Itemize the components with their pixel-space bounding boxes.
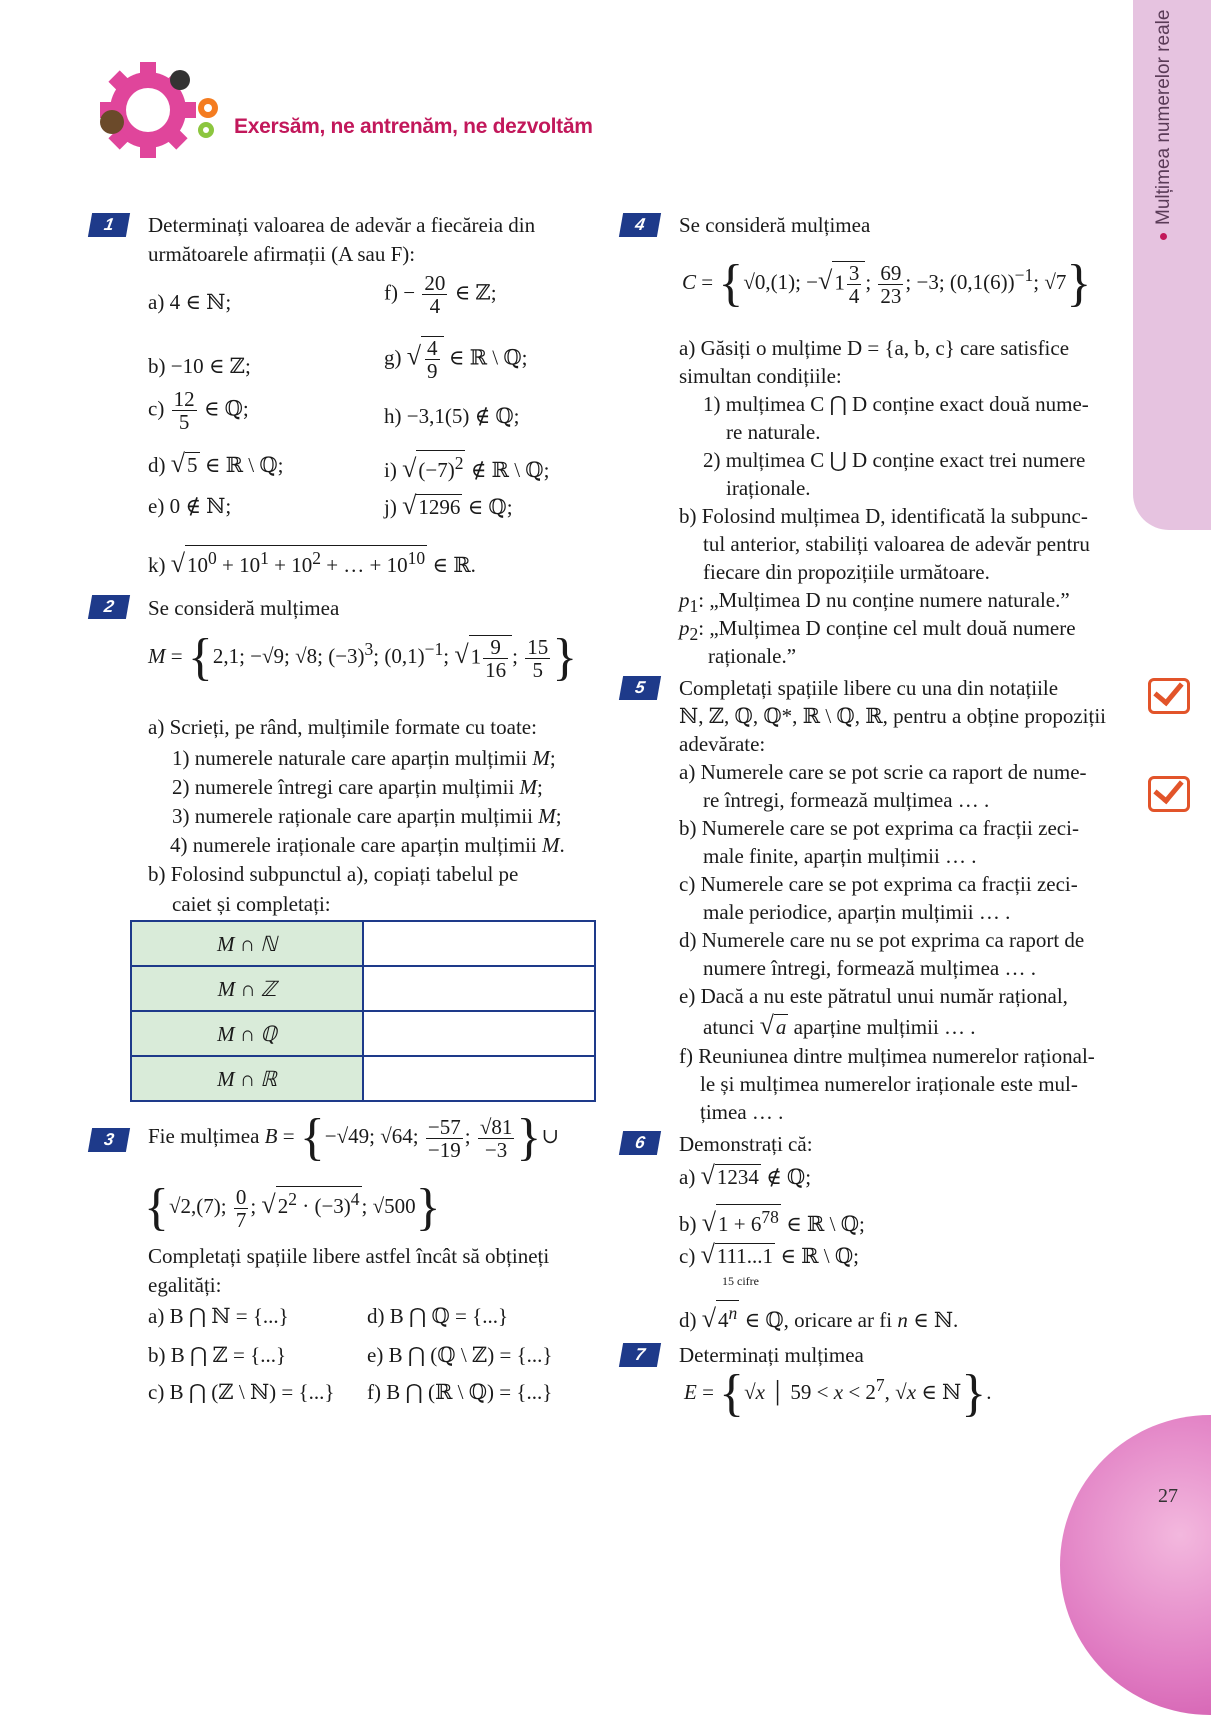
ex3-item-a: a) B ⋂ ℕ = {...} — [148, 1304, 289, 1328]
bullet-icon — [1160, 233, 1167, 240]
exercise-number-badge: 1 — [88, 213, 130, 237]
ex6-item-c-note: 15 cifre — [722, 1274, 759, 1288]
ex6-item-b: b) $√1 + 6^{78}$ ∈ ℝ \ ℚ; — [679, 1204, 865, 1238]
ex3-item-b: b) B ⋂ ℤ = {...} — [148, 1343, 287, 1367]
table-cell-label: M ∩ ℝ — [131, 1056, 363, 1101]
ex4-a-line2: simultan condițiile: — [679, 364, 842, 388]
ex6-item-a: a) √1234 ∉ ℚ; — [679, 1161, 812, 1190]
table-row — [131, 921, 595, 966]
table-cell-label: M ∩ ℤ — [131, 966, 363, 1011]
ex2-a4: 4) numerele iraționale care aparțin mulțimii M. — [170, 833, 565, 857]
ex4-p2-line1: $p_2$: „Mulțimea D conține cel mult două numere — [679, 616, 1076, 645]
ex7-set-E: E = {√x │ $59 < x < 2^7$, √x ∈ ℕ}. — [684, 1365, 992, 1422]
exercise-number-badge: 2 — [88, 595, 130, 619]
ex1-item-k: k) $√10^0 + 10^1 + 10^2$ + … + $10^{10}$ ∈ ℝ. — [148, 545, 476, 579]
exercise-number-badge: 3 — [88, 1128, 130, 1152]
ex3-set-B: Fie mulțimea B = {−√49; √64; $\frac{-57}{-19}$ ; $\frac{√81}{-3}$ }∪ — [148, 1109, 559, 1166]
ex7-prompt: Determinați mulțimea — [679, 1343, 864, 1367]
exercise-number-badge: 4 — [619, 213, 661, 237]
ex2-a3: 3) numerele raționale care aparțin mulțimii M; — [172, 804, 562, 828]
table-cell-empty — [363, 1011, 595, 1056]
ex3-item-f: f) B ⋂ (ℝ \ ℚ) = {...} — [367, 1380, 553, 1404]
ex5-a-line1: a) Numerele care se pot scrie ca raport de nume- — [679, 760, 1087, 784]
ex3-item-e: e) B ⋂ (ℚ \ ℤ) = {...} — [367, 1343, 553, 1367]
ex4-p1: $p_1$: „Mulțimea D nu conține numere naturale.” — [679, 588, 1070, 617]
checkmark-icon — [1148, 678, 1190, 714]
ex2-b-line2: caiet și completați: — [172, 892, 331, 916]
table-cell-empty — [363, 966, 595, 1011]
ex5-f-line3: țimea … . — [700, 1100, 784, 1124]
ex4-c2-line1: 2) mulțimea C ⋃ D conține exact trei numere — [703, 448, 1086, 472]
ex1-item-e: e) 0 ∉ ℕ; — [148, 494, 232, 518]
ex2-a2: 2) numerele întregi care aparțin mulțimii M; — [172, 775, 543, 799]
checkmark-icon — [1148, 776, 1190, 812]
ex1-item-c: c) $\frac{12}{5}$ ∈ ℚ; — [148, 387, 249, 434]
gears-icon — [88, 62, 228, 162]
ex4-p2-line2: raționale.” — [708, 644, 797, 668]
exercise-number-badge: 5 — [619, 676, 661, 700]
ex5-c-line2: male periodice, aparțin mulțimii … . — [703, 900, 1011, 924]
side-chapter-title: Mulțimea numerelor reale — [1150, 10, 1178, 240]
ex3-item-d: d) B ⋂ ℚ = {...} — [367, 1304, 509, 1328]
exercise-number-badge: 7 — [619, 1343, 661, 1367]
ex5-f-line1: f) Reuniunea dintre mulțimea numerelor rațional- — [679, 1044, 1095, 1068]
ex4-c2-line2: iraționale. — [726, 476, 811, 500]
ex5-prompt-line1: Completați spațiile libere cu una din notațiile — [679, 676, 1059, 700]
section-title: Exersăm, ne antrenăm, ne dezvoltăm — [234, 115, 593, 138]
ex4-c1-line2: re naturale. — [726, 420, 821, 444]
ex3-prompt-line2: egalități: — [148, 1273, 222, 1297]
ex3-item-c: c) B ⋂ (ℤ \ ℕ) = {...} — [148, 1380, 335, 1404]
ex4-b-line1: b) Folosind mulțimea D, identificată la subpunc- — [679, 504, 1088, 528]
ex2-a-intro: a) Scrieți, pe rând, mulțimile formate cu toate: — [148, 715, 537, 739]
ex4-b-line2: tul anterior, stabiliți valoarea de adevăr pentru — [703, 532, 1090, 556]
ex4-prompt: Se consideră mulțimea — [679, 213, 871, 237]
ex5-prompt-line3: adevărate: — [679, 732, 766, 756]
ex2-b-line1: b) Folosind subpunctul a), copiați tabelul pe — [148, 862, 519, 886]
table-cell-empty — [363, 1056, 595, 1101]
ex1-item-g: g) √ $\frac{4}{9}$ ∈ ℝ \ ℚ; — [384, 336, 528, 383]
page-number: 27 — [1158, 1485, 1178, 1507]
ex5-e-line2: atunci √a aparține mulțimii … . — [703, 1011, 976, 1040]
ex1-item-i: i) $√(-7)^2$ ∉ ℝ \ ℚ; — [384, 450, 549, 484]
ex6-prompt: Demonstrați că: — [679, 1132, 813, 1156]
table-row — [131, 1056, 595, 1101]
ex4-c1-line1: 1) mulțimea C ⋂ D conține exact două nume- — [703, 392, 1089, 416]
ex6-item-d: d) √4$^n$ ∈ ℚ, oricare ar fi n ∈ ℕ. — [679, 1300, 958, 1334]
exercise-number-badge: 6 — [619, 1131, 661, 1155]
ex5-d-line2: numere întregi, formează mulțimea … . — [703, 956, 1036, 980]
ex5-b-line1: b) Numerele care se pot exprima ca fracții zeci- — [679, 816, 1079, 840]
table-cell-label: M ∩ ℚ — [131, 1011, 363, 1056]
ex1-prompt-line2: următoarele afirmații (A sau F): — [148, 242, 416, 266]
ex3-set-B-cont: {√2,(7); $\frac{0}{7}$ ; $√2^2 \cdot (-3)^4$; √500} — [144, 1179, 441, 1236]
ex1-item-j: j) √1296 ∈ ℚ; — [384, 491, 513, 520]
ex5-e-line1: e) Dacă a nu este pătratul unui număr rațional, — [679, 984, 1068, 1008]
ex5-b-line2: male finite, aparțin mulțimii … . — [703, 844, 977, 868]
ex4-set-C: C = {√0,(1); −√1 $\frac{3}{4}$ ; $\frac{69}{23}$ ; −3; $(0,1(6))^{-1}$; √7} — [682, 255, 1092, 312]
ex1-item-f: f) − $\frac{20}{4}$ ∈ ℤ; — [384, 271, 497, 318]
ex2-set-M: M = {2,1; −√9; √8; $(-3)^3$; $(0,1)^{-1}$; √1 $\frac{9}{16}$ ; $\frac{15}{5}$ } — [148, 629, 578, 686]
table-row — [131, 966, 595, 1011]
ex5-f-line2: le și mulțimea numerelor iraționale este mul- — [700, 1072, 1078, 1096]
ex2-table — [130, 920, 596, 1102]
ex1-item-h: h) −3,1(5) ∉ ℚ; — [384, 404, 520, 428]
ex4-b-line3: fiecare din propozițiile următoare. — [703, 560, 990, 584]
ex2-a1: 1) numerele naturale care aparțin mulțimii M; — [172, 746, 556, 770]
ex5-prompt-line2: ℕ, ℤ, ℚ, ℚ*, ℝ \ ℚ, ℝ, pentru a obține propoziții — [679, 704, 1107, 728]
ex5-d-line1: d) Numerele care nu se pot exprima ca raport de — [679, 928, 1085, 952]
ex3-prompt-line1: Completați spațiile libere astfel încât să obțineți — [148, 1244, 550, 1268]
table-cell-label: M ∩ ℕ — [131, 921, 363, 966]
table-cell-empty — [363, 921, 595, 966]
ex6-item-c: c) √111...1 ∈ ℝ \ ℚ; — [679, 1240, 860, 1269]
ex1-item-b: b) −10 ∈ ℤ; — [148, 354, 251, 378]
ex1-item-d: d) √5 ∈ ℝ \ ℚ; — [148, 449, 284, 478]
corner-decoration — [1060, 1415, 1211, 1715]
ex1-prompt-line1: Determinați valoarea de adevăr a fiecăreia din — [148, 213, 536, 237]
table-row — [131, 1011, 595, 1056]
ex4-a-line1: a) Găsiți o mulțime D = {a, b, c} care satisfice — [679, 336, 1070, 360]
ex1-item-a: a) 4 ∈ ℕ; — [148, 290, 232, 314]
ex2-prompt: Se consideră mulțimea — [148, 596, 340, 620]
ex5-a-line2: re întregi, formează mulțimea … . — [703, 788, 990, 812]
ex5-c-line1: c) Numerele care se pot exprima ca fracții zeci- — [679, 872, 1078, 896]
